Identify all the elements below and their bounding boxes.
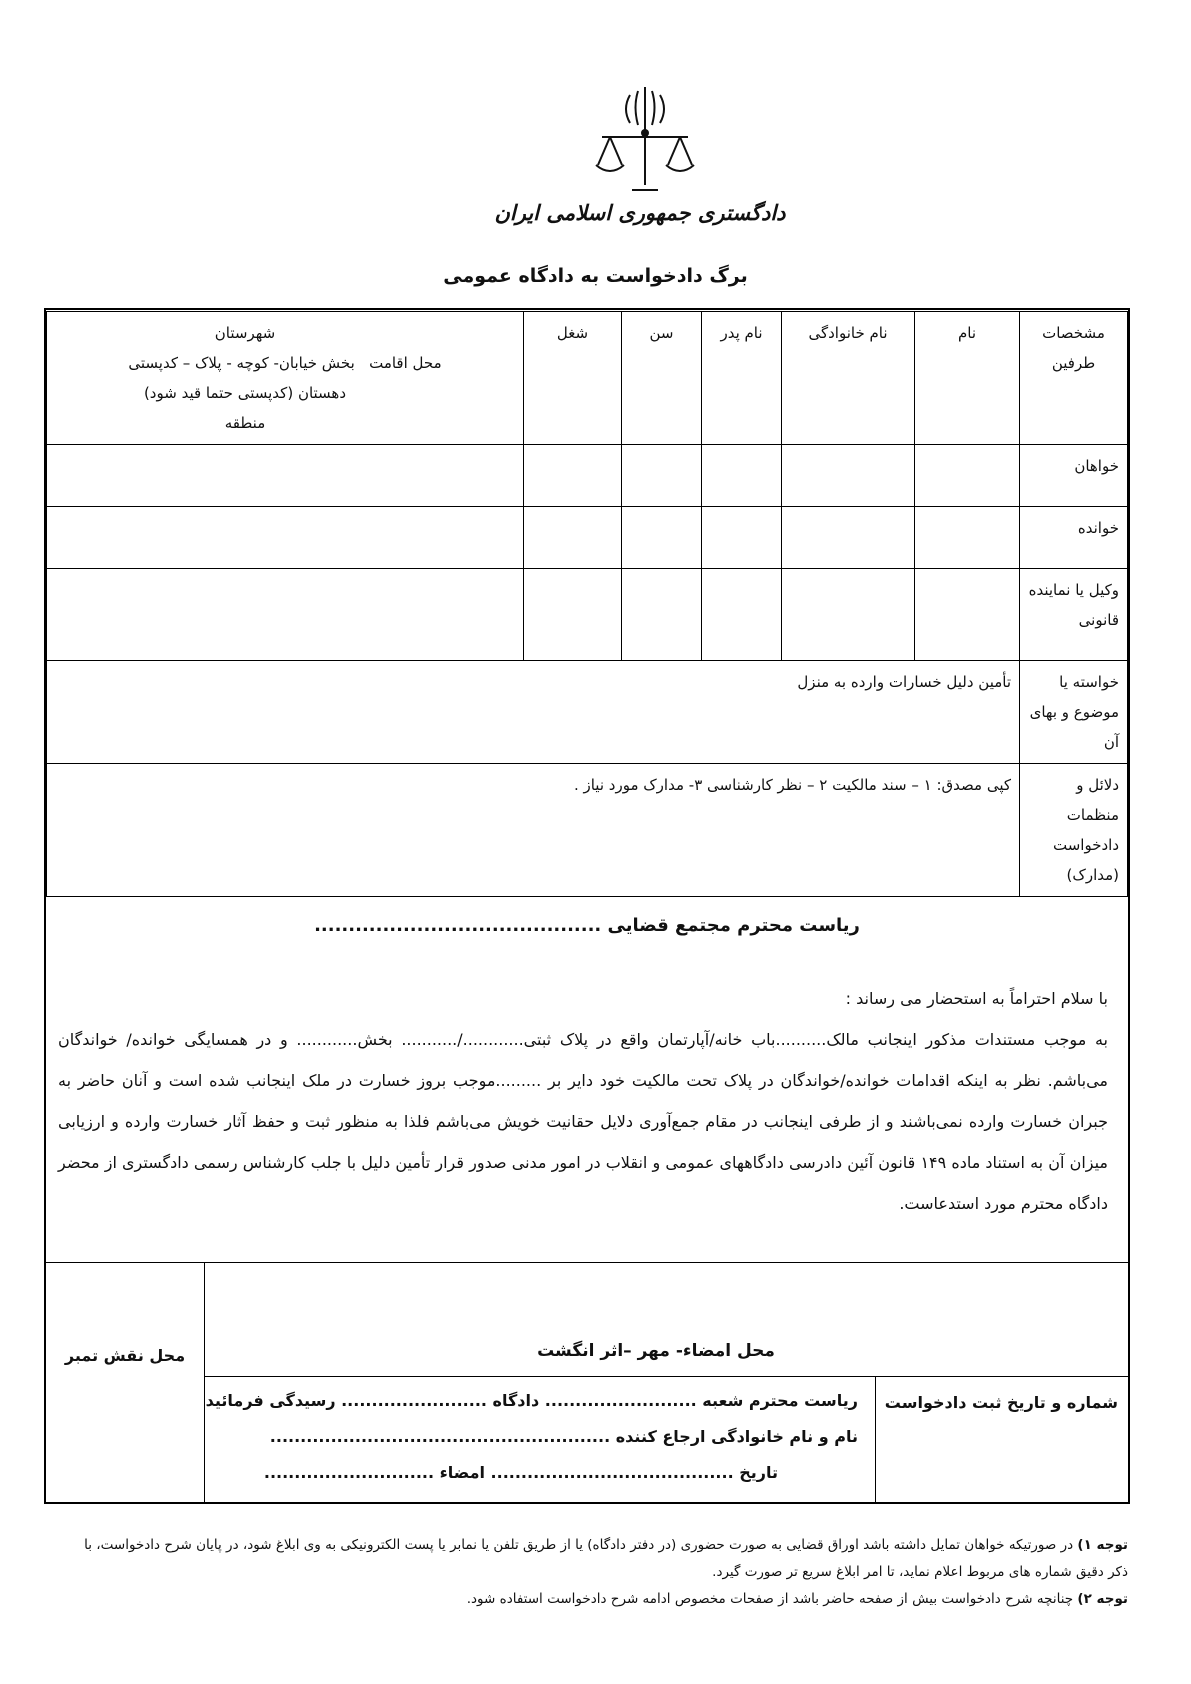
plaintiff-row [47,445,1128,507]
note-1: توجه ۱) در صورتیکه خواهان تمایل داشته باشد اوراق قضایی به صورت حضوری (در دفتر دادگاه) یا از طریق تلفن یا نمابر یا پست الکترونیکی به وی ابلاغ شود، در پایان شرح دادخواست، با ذکر دقیق شماره های مربوط اعلام نماید، تا امر ابلاغ سریع تر صورت گیرد. [84,1537,1128,1580]
rep-residence[interactable] [47,569,524,661]
plaintiff-first-name[interactable] [915,445,1020,507]
iran-emblem-icon [590,85,700,200]
referral-line2: نام و نام خانوادگی ارجاع کننده ........................................................ [269,1427,858,1446]
organization-name: دادگستری جمهوری اسلامی ایران [494,200,786,225]
residence-label: محل اقامت [369,354,442,372]
defendant-row [47,507,1128,569]
rep-father-name[interactable] [702,569,782,661]
signature-label: محل امضاء- مهر –اثر انگشت [537,1341,775,1361]
stamp-box[interactable] [46,1263,205,1503]
defendant-first-name[interactable] [915,507,1020,569]
col-first-name: نام [915,312,1020,445]
col-last-name: نام خانوادگی [782,312,915,445]
body-text: به موجب مستندات مذکور اینجانب مالک..........باب خانه/آپارتمان واقع در پلاک ثبتی............/........... بخش............ و در همسایگی خوانده/ خواندگان می‌باشم. نظر به اینکه اقدامات خوانده/خواندگان در پلاک تحت مالکیت خود دایر بر .........موجب بروز خسارت در ملک اینجانب شده است و آنان حاضر به جبران خسارت وارده نمی‌باشند و از طرفی اینجانب در مقام جمع‌آوری دلایل حقانیت خویش می‌باشم فلذا به منظور ثبت و حفظ آثار خسارت وارده و ارزیابی میزان آن به استناد ماده ۱۴۹ قانون آئین دادرسی دادگاههای عمومی و انقلاب در امور مدنی صدور قرار تأمین دلیل با جلب کارشناس رسمی دادگستری از محضر دادگاه محترم مورد استدعاست. [58,1030,1108,1213]
evidence-label: دلائل و منظمات دادخواست (مدارک) [1020,764,1128,897]
defendant-last-name[interactable] [782,507,915,569]
representative-label: وکیل یا نماینده قانونی [1020,569,1128,661]
plaintiff-age[interactable] [622,445,702,507]
registration-box[interactable] [875,1377,1128,1504]
residence-line3: دهستان (کدپستی حتما قید شود) [143,384,347,402]
rep-first-name[interactable] [915,569,1020,661]
plaintiff-last-name[interactable] [782,445,915,507]
referral-line3: تاریخ ........................................ امضاء ............................ [263,1463,778,1482]
residence-line2: محل اقامت بخش خیابان- کوچه - پلاک – کدپستی [128,354,442,372]
claim-row [47,661,1128,764]
residence-line4: منطقه [224,414,266,432]
plaintiff-occupation[interactable] [524,445,622,507]
col-age: سن [622,312,702,445]
col-occupation: شغل [524,312,622,445]
form-title: برگ دادخواست به دادگاه عمومی [443,265,748,287]
stamp-label: محل نقش تمبر [64,1346,186,1365]
plaintiff-residence[interactable] [47,445,524,507]
rep-age[interactable] [622,569,702,661]
rep-occupation[interactable] [524,569,622,661]
registration-label: شماره و تاریخ ثبت دادخواست [884,1393,1118,1412]
residence-line1: شهرستان [214,324,276,342]
plaintiff-label: خواهان [1020,445,1128,507]
claim-label: خواسته یا موضوع و بهای آن [1020,661,1128,764]
letter-body[interactable] [58,978,1108,1224]
referral-line1: ریاست محترم شعبه ......................... دادگاه ........................ رسیدگی فرمائید [205,1391,858,1410]
notes [60,1532,1128,1613]
defendant-label: خوانده [1020,507,1128,569]
col-father-name: نام پدر [702,312,782,445]
letter-section [46,905,1128,1265]
defendant-residence[interactable] [47,507,524,569]
claim-value[interactable]: تأمین دلیل خسارات وارده به منزل [47,661,1020,764]
table-header-row [47,312,1128,445]
defendant-father-name[interactable] [702,507,782,569]
evidence-value[interactable]: کپی مصدق: ۱ – سند مالکیت ۲ – نظر کارشناسی ۳- مدارک مورد نیاز . [47,764,1020,897]
col-residence [47,312,524,445]
greeting: با سلام احتراماً به استحضار می رساند : [845,989,1108,1008]
col-parties: مشخصات طرفین [1020,312,1128,445]
plaintiff-father-name[interactable] [702,445,782,507]
note-2: توجه ۲) چنانچه شرح دادخواست بیش از صفحه حاضر باشد از صفحات مخصوص ادامه شرح دادخواست استفاده شود. [466,1591,1128,1607]
representative-row [47,569,1128,661]
rep-last-name[interactable] [782,569,915,661]
defendant-age[interactable] [622,507,702,569]
addressee: ریاست محترم مجتمع قضایی .......................................... [314,915,860,936]
defendant-occupation[interactable] [524,507,622,569]
signature-section [46,1262,1128,1503]
referral-row [204,1376,1128,1504]
evidence-row [47,764,1128,897]
parties-table [46,311,1128,897]
